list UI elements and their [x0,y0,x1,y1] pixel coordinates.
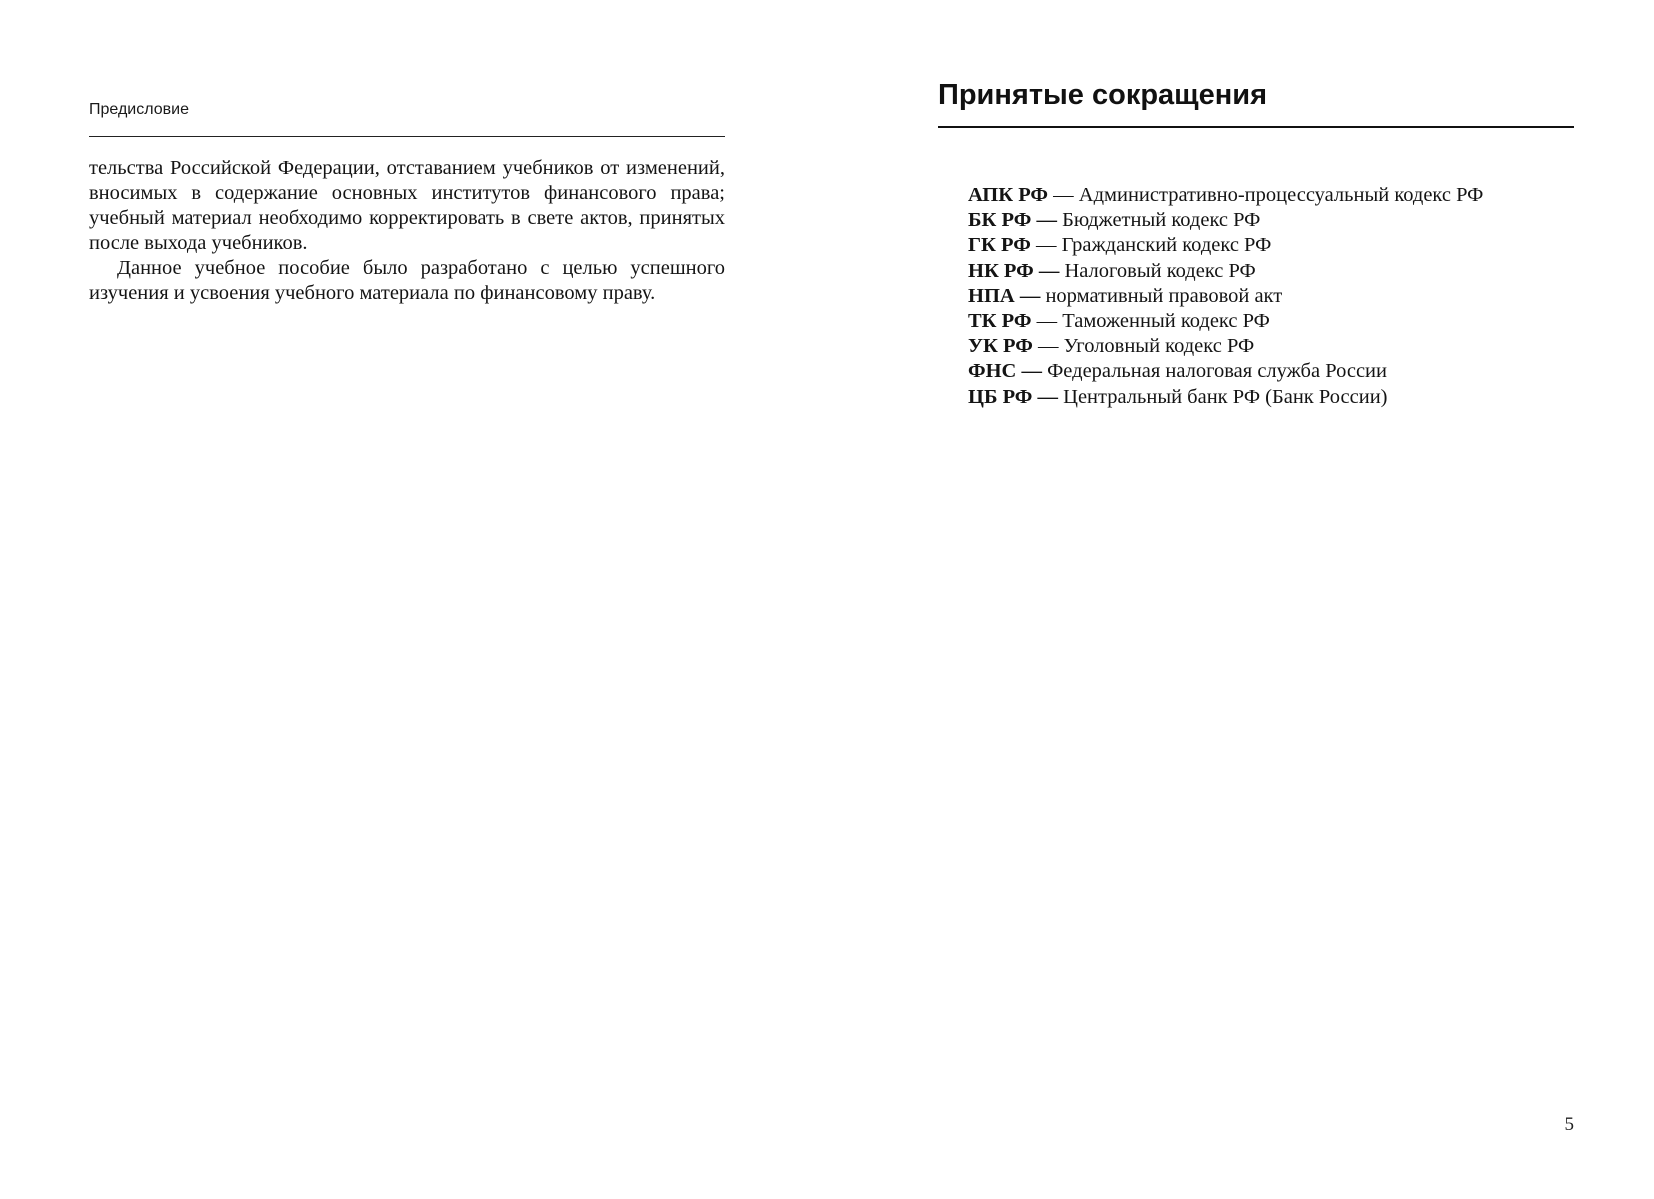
abbreviation-term: ТК РФ [968,310,1032,333]
abbreviation-definition: Налоговый кодекс РФ [1064,259,1256,282]
abbreviation-item [968,183,1483,208]
abbreviation-definition: Федеральная налоговая служба России [1047,360,1387,383]
abbreviation-term: НПА [968,284,1015,307]
section-title: Принятые сокращения [938,79,1268,111]
abbreviation-separator: — [1032,335,1064,358]
paragraph: Данное учебное пособие было разработано с целью успешного изучения и усвоения учебного материала по финансовому праву. [89,257,725,304]
abbreviation-definition: Административно-процессуальный кодекс РФ [1078,184,1484,206]
abbreviation-term: НК РФ [968,259,1034,282]
abbreviation-term: БК РФ [968,209,1032,232]
abbreviation-separator: — [1031,209,1063,232]
abbreviation-definition: нормативный правовой акт [1045,284,1283,307]
abbreviation-definition: Бюджетный кодекс РФ [1062,209,1261,232]
abbreviation-term: АПК РФ [968,184,1049,206]
abbreviation-separator: — [1016,360,1048,383]
abbreviation-separator: — [1031,310,1063,333]
abbreviation-item [968,208,1483,233]
abbreviation-item [968,284,1483,309]
abbreviation-definition: Центральный банк РФ (Банк России) [1063,385,1388,408]
abbreviation-definition: Таможенный кодекс РФ [1062,310,1270,333]
abbreviation-term: УК РФ [968,335,1033,358]
abbreviation-separator: — [1032,385,1064,408]
abbreviation-item [968,334,1483,359]
page-number: 5 [1564,1114,1574,1135]
abbreviation-separator: — [1030,234,1062,257]
abbreviation-separator: — [1033,259,1065,282]
abbreviation-separator: — [1048,184,1079,206]
abbreviation-term: ЦБ РФ [968,385,1033,408]
abbreviation-term: ГК РФ [968,234,1031,257]
paragraph: тельства Российской Федерации, отставанием учебников от изменений, вносимых в содержание основных институтов финансового права; учебный материал необходимо корректировать в свете актов, принятых после выхода учебников. [89,157,725,254]
header-rule [89,136,725,137]
abbreviation-item [968,259,1483,284]
body-text [89,156,725,306]
running-head: Предисловие [89,101,189,118]
abbreviation-item [968,385,1483,410]
abbreviation-item [968,233,1483,258]
abbreviation-term: ФНС [968,360,1017,383]
title-rule [938,126,1574,128]
right-page [938,0,1574,1199]
abbreviation-definition: Гражданский кодекс РФ [1061,234,1272,257]
abbreviation-definition: Уголовный кодекс РФ [1063,335,1255,358]
abbreviation-item [968,309,1483,334]
abbreviation-separator: — [1014,284,1046,307]
abbreviation-item [968,359,1483,384]
abbreviation-list [968,183,1483,410]
left-page [89,0,725,1199]
